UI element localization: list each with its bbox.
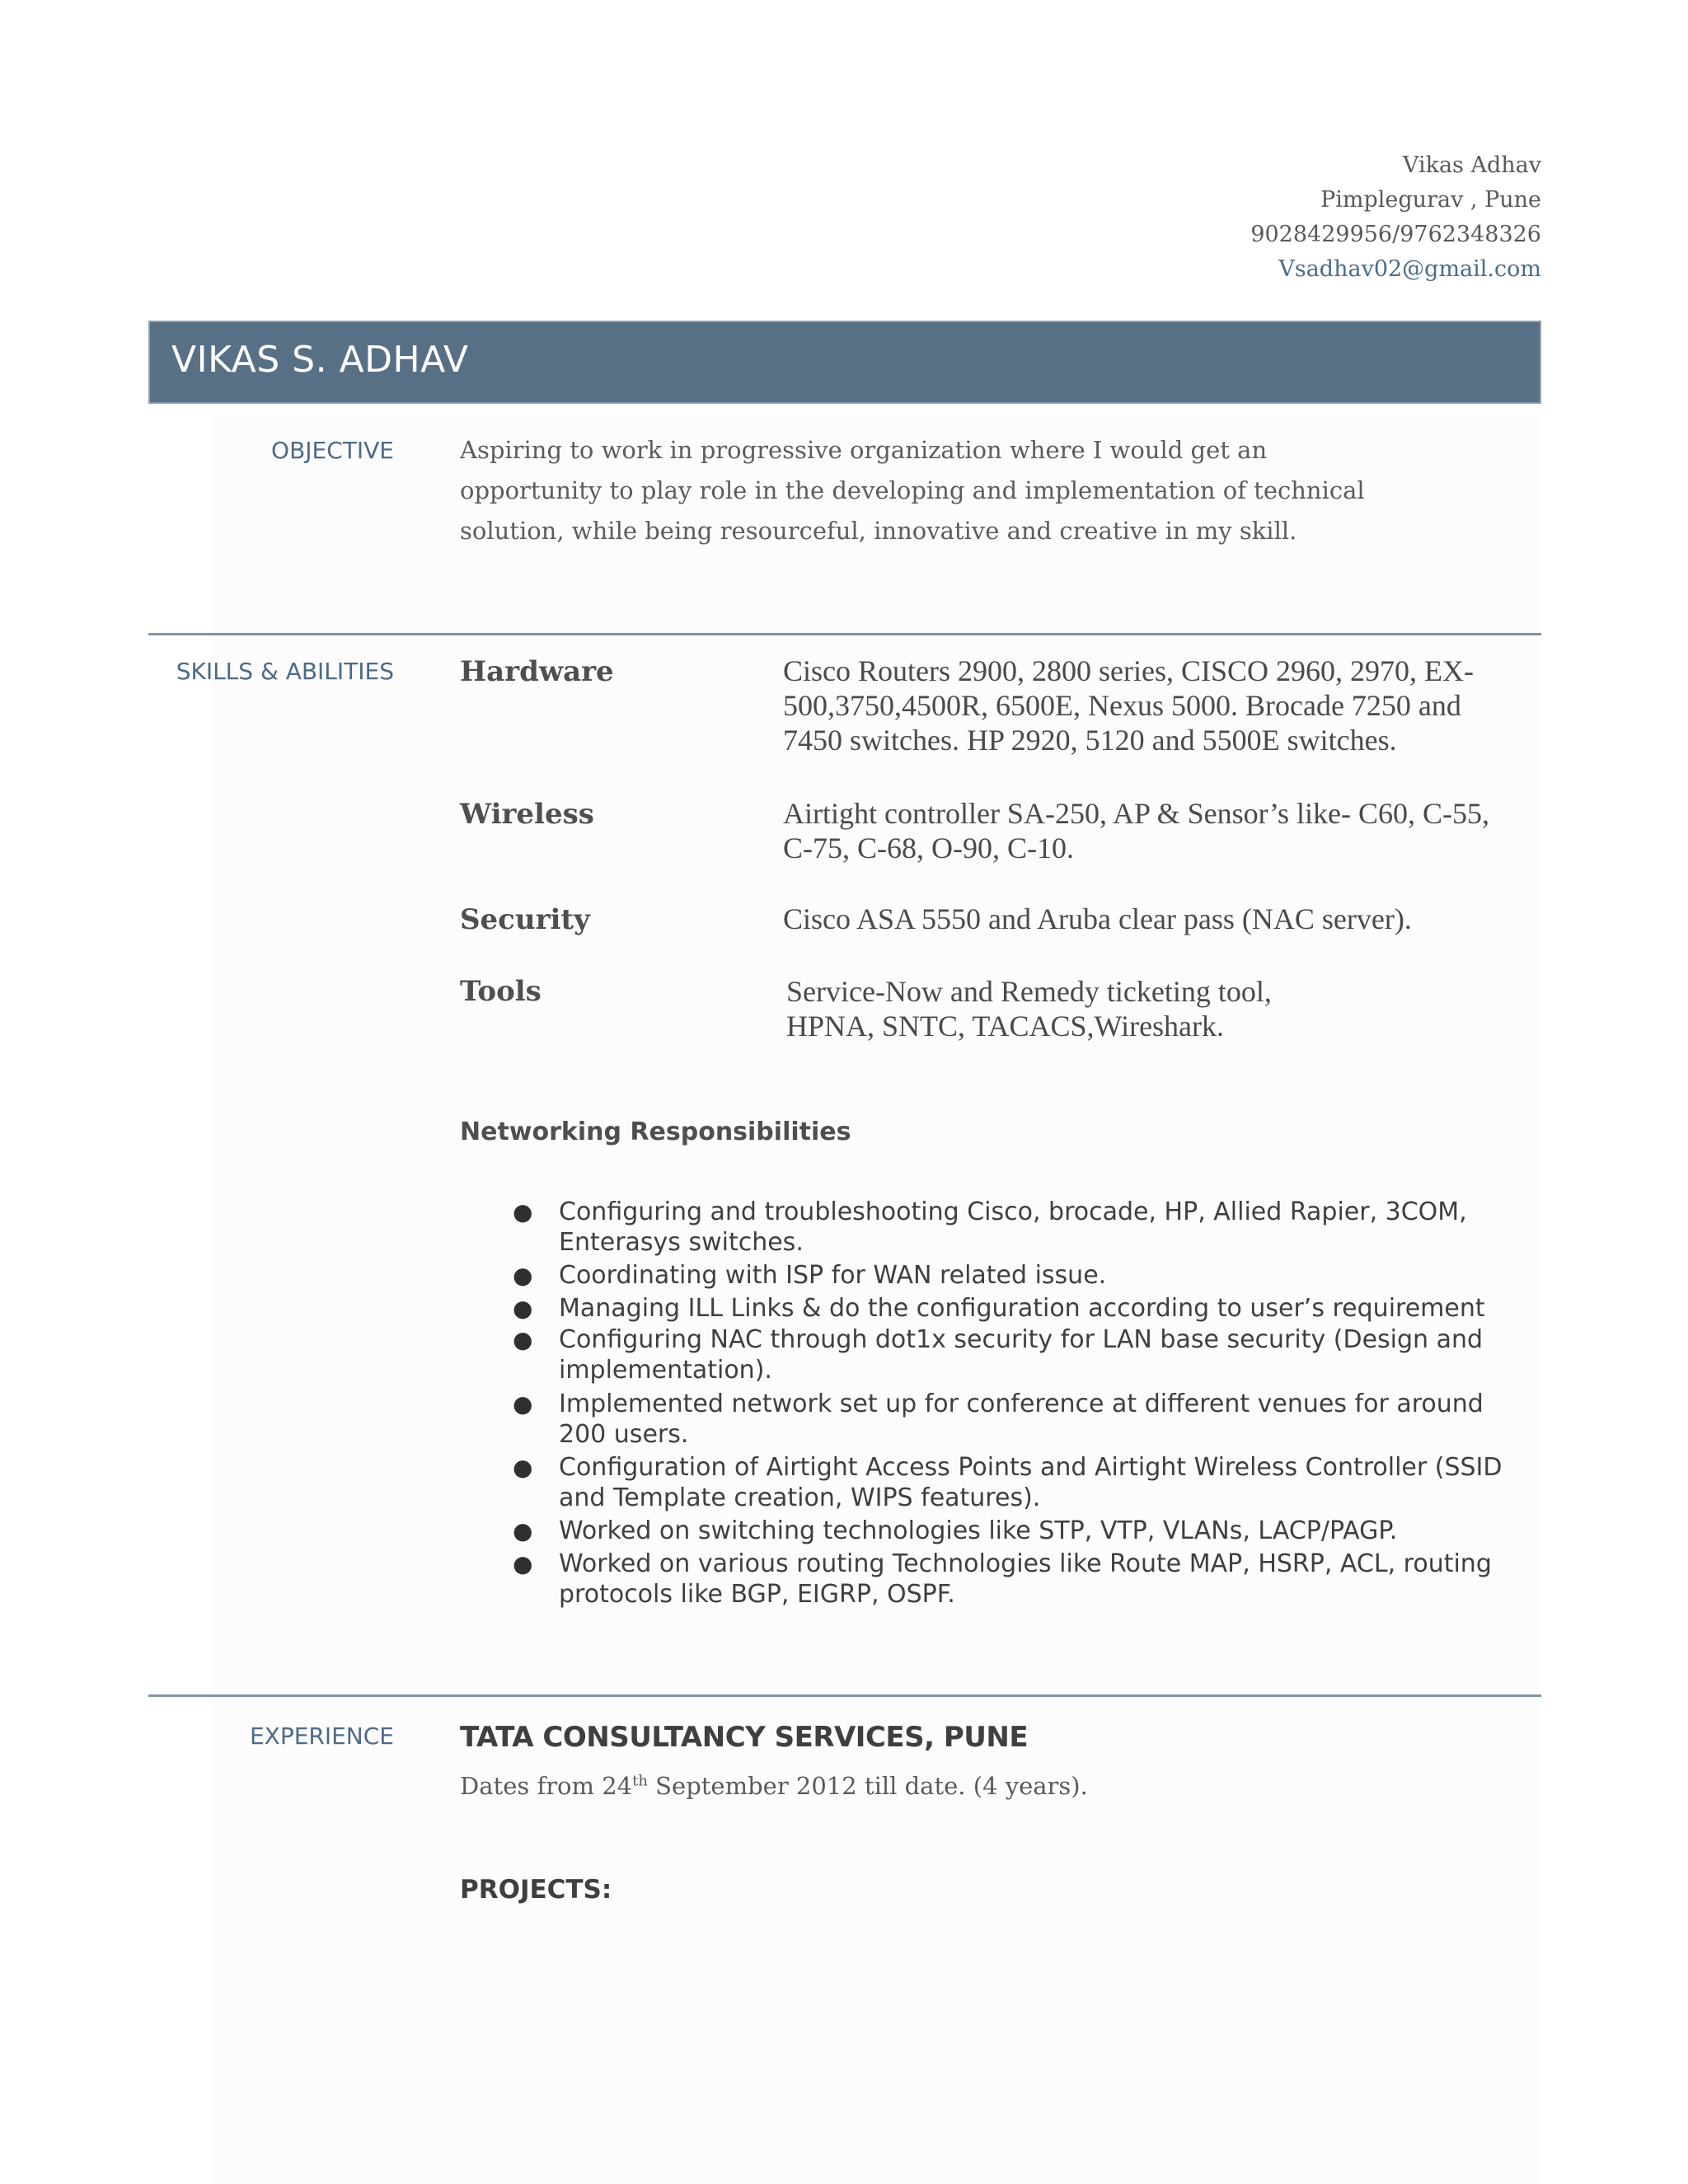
company-name: TATA CONSULTANCY SERVICES, PUNE [460,1721,1029,1754]
objective-label: OBJECTIVE [271,437,394,464]
skill-desc-line: HPNA, SNTC, TACACS,Wireshark. [786,1010,1225,1043]
bullet-icon: ● [513,1262,533,1289]
skill-desc-tools [786,974,1528,1043]
list-item-line: Managing ILL Links & do the configuration according to user’s requirement [559,1294,1485,1323]
skill-name-security: Security [460,903,590,936]
objective-line: opportunity to play role in the developing and implementation of technical [460,476,1365,504]
contact-email-link[interactable]: Vsadhav02@gmail.com [1278,256,1541,282]
bullet-icon: ● [513,1454,533,1481]
objective-line: Aspiring to work in progressive organization where I would get an [460,436,1268,464]
list-item-line: implementation). [559,1356,772,1385]
skills-label: SKILLS & ABILITIES [176,658,394,685]
skill-name-wireless: Wireless [460,798,594,831]
section-divider [148,1694,1541,1697]
list-item-line: protocols like BGP, EIGRP, OSPF. [559,1580,955,1609]
skill-name-tools: Tools [460,975,542,1008]
list-item [513,1389,1531,1450]
list-item-line: Coordinating with ISP for WAN related issue. [559,1261,1107,1290]
list-item-line: Configuration of Airtight Access Points and Airtight Wireless Controller (SSID [559,1453,1503,1482]
contact-block [1250,148,1541,287]
skill-desc-line: Cisco Routers 2900, 2800 series, CISCO 2960, 2970, EX- [783,654,1474,687]
list-item-line: Worked on various routing Technologies like Route MAP, HSRP, ACL, routing [559,1549,1492,1578]
name-banner [148,321,1541,404]
contact-name: Vikas Adhav [1402,152,1541,178]
list-item [513,1549,1531,1610]
objective-line: solution, while being resourceful, innovative and creative in my skill. [460,517,1297,545]
responsibilities-heading: Networking Responsibilities [460,1118,851,1146]
bullet-icon: ● [513,1550,533,1577]
list-item-line: Implemented network set up for conference at different venues for around [559,1390,1484,1418]
list-item-line: Worked on switching technologies like STP, VTP, VLANs, LACP/PAGP. [559,1516,1398,1545]
list-item [513,1516,1531,1546]
list-item [513,1452,1531,1513]
bullet-icon: ● [513,1326,533,1353]
dates-prefix: Dates from 24 [460,1772,633,1800]
employment-dates [460,1772,1088,1800]
list-item [513,1197,1531,1258]
list-item-line: and Template creation, WIPS features). [559,1483,1041,1512]
skill-desc-hardware [783,654,1525,757]
bullet-icon: ● [513,1517,533,1544]
list-item [513,1293,1531,1324]
contact-location: Pimplegurav , Pune [1320,187,1541,213]
full-name-heading: VIKAS S. ADHAV [171,339,469,381]
skill-desc-line: Service-Now and Remedy ticketing tool, [786,975,1272,1008]
contact-phone: 9028429956/9762348326 [1250,222,1541,247]
projects-heading: PROJECTS: [460,1875,612,1905]
skill-desc-line: 500,3750,4500R, 6500E, Nexus 5000. Brocade 7250 and [783,689,1461,722]
skill-desc-line: Airtight controller SA-250, AP & Sensor’s like- C60, C-55, [783,797,1489,830]
skill-desc-line: C-75, C-68, O-90, C-10. [783,832,1074,865]
bullet-icon: ● [513,1295,533,1322]
list-item-line: 200 users. [559,1420,689,1449]
objective-text [460,430,1367,551]
skill-name-hardware: Hardware [460,655,614,688]
dates-superscript: th [632,1772,648,1790]
skill-desc-wireless [783,796,1525,865]
bullet-icon: ● [513,1390,533,1418]
experience-label: EXPERIENCE [249,1722,394,1750]
dates-suffix: September 2012 till date. (4 years). [647,1772,1088,1800]
skill-desc-security [783,902,1525,936]
list-item-line: Configuring and troubleshooting Cisco, brocade, HP, Allied Rapier, 3COM, [559,1197,1467,1226]
skill-desc-line: 7450 switches. HP 2920, 5120 and 5500E switches. [783,724,1397,757]
list-item [513,1324,1531,1385]
bullet-icon: ● [513,1198,533,1226]
list-item [513,1260,1531,1291]
skill-desc-line: Cisco ASA 5550 and Aruba clear pass (NAC server). [783,902,1412,935]
section-divider [148,633,1541,635]
list-item-line: Configuring NAC through dot1x security for LAN base security (Design and [559,1325,1484,1354]
list-item-line: Enterasys switches. [559,1228,804,1257]
